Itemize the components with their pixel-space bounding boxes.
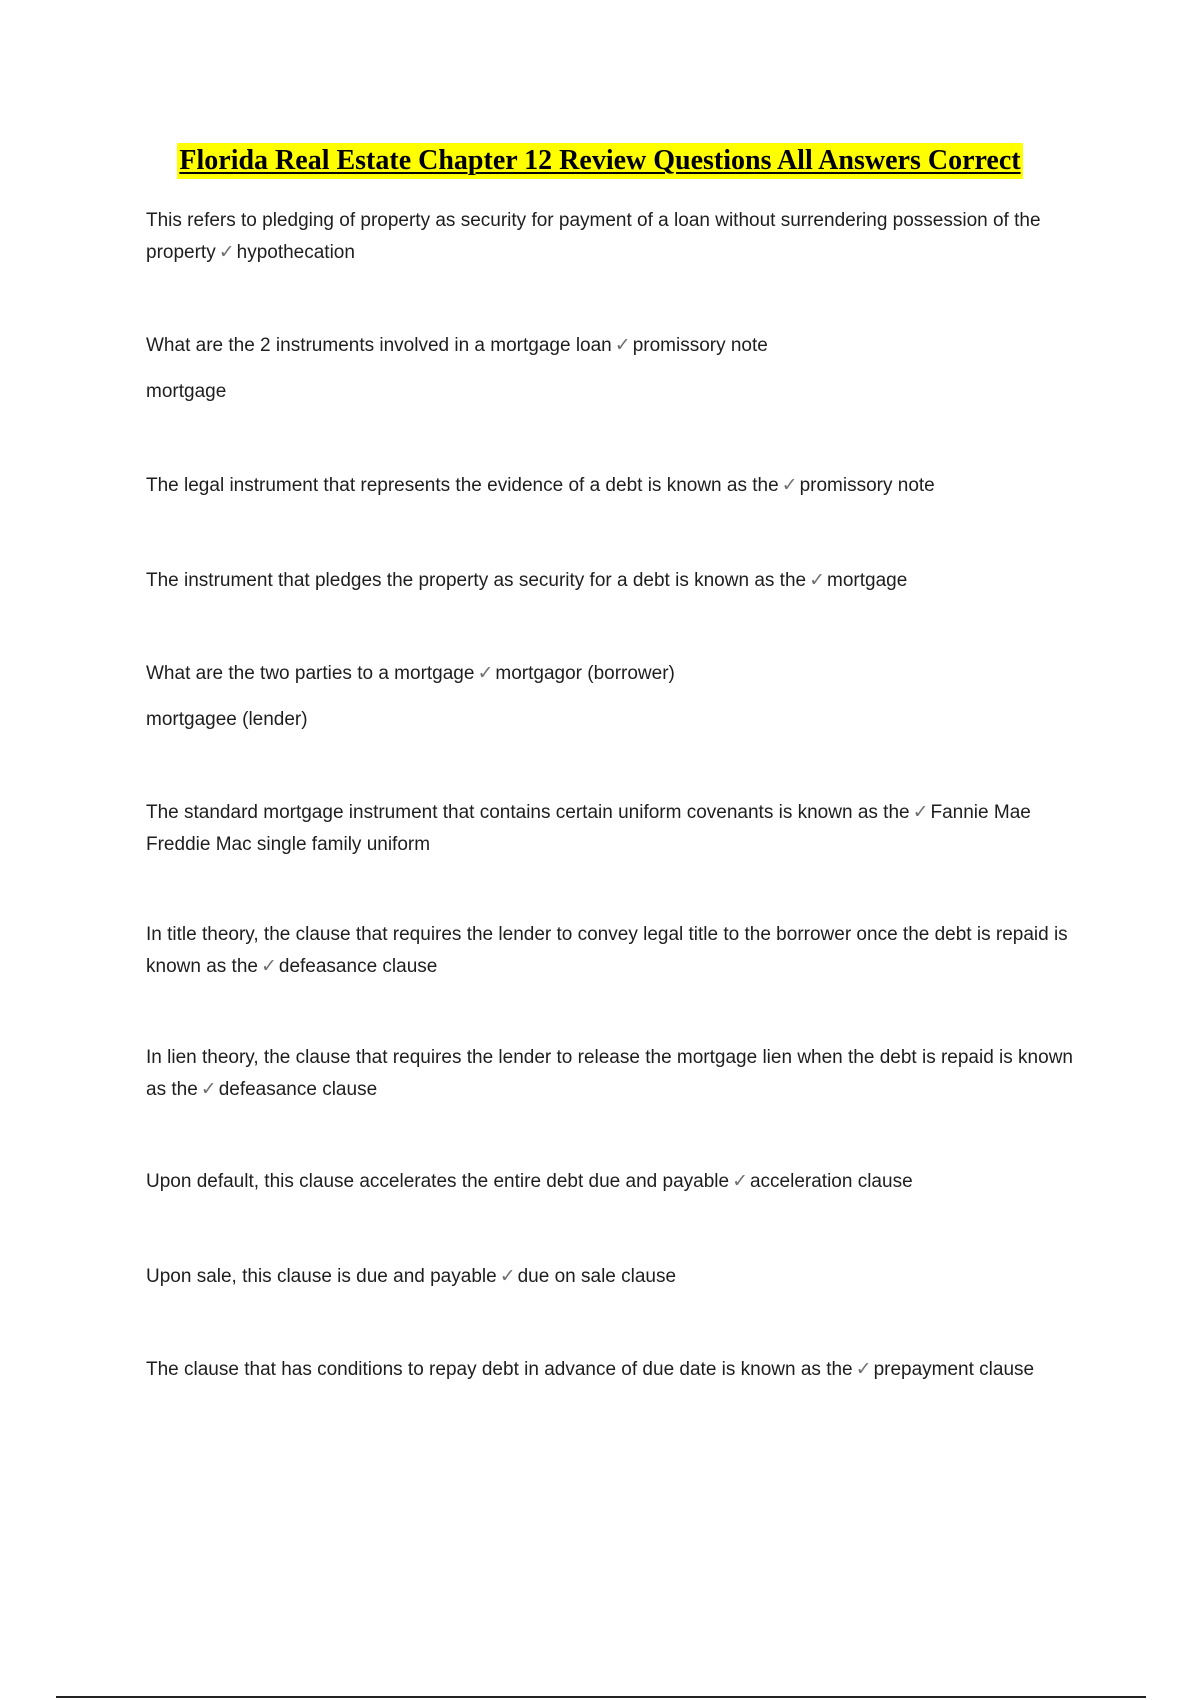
answer-continuation: mortgagee (lender) bbox=[146, 709, 308, 730]
question-text: In title theory, the clause that requires the lender to convey legal title to the borrower once the debt is repaid is known as the bbox=[146, 924, 1068, 977]
qa-item bbox=[146, 919, 1096, 983]
check-mark-icon: ✓ bbox=[912, 802, 929, 823]
answer-text: defeasance clause bbox=[278, 956, 438, 977]
qa-item bbox=[146, 565, 1096, 597]
qa-line bbox=[146, 1354, 1096, 1386]
check-mark-icon: ✓ bbox=[200, 1079, 217, 1100]
check-mark-icon: ✓ bbox=[499, 1266, 516, 1287]
qa-line bbox=[146, 1166, 1096, 1198]
answer-text: promissory note bbox=[632, 335, 768, 356]
check-mark-icon: ✓ bbox=[260, 956, 277, 977]
qa-item bbox=[146, 1166, 1096, 1198]
qa-item bbox=[146, 1261, 1096, 1293]
question-text: The instrument that pledges the property as security for a debt is known as the bbox=[146, 570, 807, 591]
qa-line bbox=[146, 565, 1096, 597]
qa-line bbox=[146, 658, 1096, 690]
question-text: Upon sale, this clause is due and payable bbox=[146, 1266, 497, 1287]
qa-item bbox=[146, 1354, 1096, 1386]
check-mark-icon: ✓ bbox=[477, 663, 494, 684]
check-mark-icon: ✓ bbox=[732, 1171, 748, 1192]
question-text: In lien theory, the clause that requires the lender to release the mortgage lien when the debt is repaid is known as the bbox=[146, 1047, 1073, 1100]
question-text: What are the 2 instruments involved in a mortgage loan bbox=[146, 335, 612, 356]
page-bottom-divider bbox=[56, 1696, 1146, 1698]
document-title: Florida Real Estate Chapter 12 Review Questions All Answers Correct bbox=[177, 143, 1022, 179]
question-text: What are the two parties to a mortgage bbox=[146, 663, 475, 684]
qa-line bbox=[146, 205, 1096, 269]
check-mark-icon: ✓ bbox=[809, 570, 825, 591]
qa-line bbox=[146, 330, 1096, 362]
qa-item bbox=[146, 797, 1096, 861]
qa-line bbox=[146, 470, 1096, 502]
answer-text: mortgagor (borrower) bbox=[495, 663, 675, 684]
check-mark-icon: ✓ bbox=[614, 335, 631, 356]
question-text: The legal instrument that represents the evidence of a debt is known as the bbox=[146, 475, 779, 496]
answer-text: hypothecation bbox=[236, 242, 355, 263]
check-mark-icon: ✓ bbox=[855, 1359, 872, 1380]
check-mark-icon: ✓ bbox=[218, 242, 235, 263]
qa-item bbox=[146, 658, 1096, 736]
qa-line bbox=[146, 919, 1096, 983]
answer-text: promissory note bbox=[799, 475, 935, 496]
qa-item bbox=[146, 470, 1096, 502]
answer-text: prepayment clause bbox=[873, 1359, 1035, 1380]
answer-text: mortgage bbox=[827, 570, 908, 591]
question-text: The standard mortgage instrument that contains certain uniform covenants is known as the bbox=[146, 802, 910, 823]
answer-text: Fannie Mae Freddie Mac single family uniform bbox=[146, 802, 1031, 855]
answer-text: acceleration clause bbox=[749, 1171, 913, 1192]
check-mark-icon: ✓ bbox=[781, 475, 798, 496]
answer-text: due on sale clause bbox=[517, 1266, 677, 1287]
qa-line bbox=[146, 797, 1096, 861]
qa-item bbox=[146, 1042, 1096, 1106]
title-container bbox=[0, 143, 1200, 179]
question-text: The clause that has conditions to repay debt in advance of due date is known as the bbox=[146, 1359, 853, 1380]
question-text: Upon default, this clause accelerates the entire debt due and payable bbox=[146, 1171, 730, 1192]
qa-line bbox=[146, 1042, 1096, 1106]
answer-continuation: mortgage bbox=[146, 381, 227, 402]
qa-line bbox=[146, 1261, 1096, 1293]
qa-item bbox=[146, 330, 1096, 408]
answer-text: defeasance clause bbox=[218, 1079, 378, 1100]
question-text: This refers to pledging of property as security for payment of a loan without surrendering possession of the property bbox=[146, 210, 1041, 263]
qa-item bbox=[146, 205, 1096, 269]
